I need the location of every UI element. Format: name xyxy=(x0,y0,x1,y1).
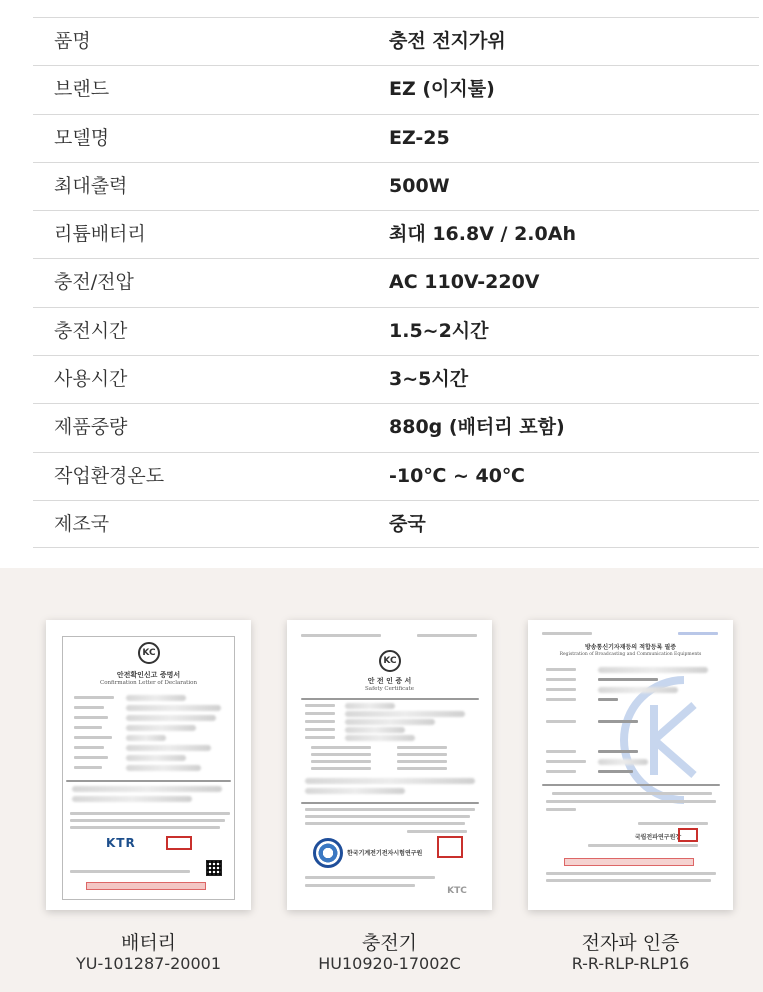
ktr-logo: KTR xyxy=(106,836,136,850)
certificate-document-image[interactable] xyxy=(528,620,733,910)
spec-value: -10℃ ~ 40℃ xyxy=(389,464,525,487)
official-stamp xyxy=(678,828,698,842)
certificate-section xyxy=(0,568,763,992)
certificate-document-image[interactable] xyxy=(46,620,251,910)
spec-row xyxy=(33,403,759,451)
document-heading: 안전확인신고 증명서 xyxy=(116,671,181,679)
spec-label: 제조국 xyxy=(54,512,110,535)
certificate-code: YU-101287-20001 xyxy=(75,954,221,973)
certificate-card-emc xyxy=(528,620,733,973)
issuer-name: 국립전파연구원장 xyxy=(634,834,682,841)
certificate-code: R-R-RLP-RLP16 xyxy=(571,954,690,973)
spec-value: AC 110V-220V xyxy=(389,271,540,294)
certificate-card-charger xyxy=(287,620,492,973)
certificate-title: 전자파 인증 xyxy=(581,932,680,954)
certificate-document-image[interactable] xyxy=(287,620,492,910)
spec-label: 충전/전압 xyxy=(54,271,134,294)
spec-row xyxy=(33,114,759,162)
spec-row xyxy=(33,162,759,210)
ktc-seal-icon xyxy=(313,838,343,868)
spec-label: 제품중량 xyxy=(54,416,128,439)
spec-value: 최대 16.8V / 2.0Ah xyxy=(389,223,576,246)
document-subheading: Safety Certificate xyxy=(365,686,414,692)
ktc-logo-text: 한국기계전기전자시험연구원 xyxy=(347,850,423,857)
spec-row xyxy=(33,355,759,403)
certificate-title: 충전기 xyxy=(361,932,418,954)
document-subheading: Registration of Broadcasting and Communication Equipments xyxy=(559,652,702,657)
spec-label: 작업환경온도 xyxy=(54,464,165,487)
spec-value: 3~5시간 xyxy=(389,368,469,391)
spec-row xyxy=(33,65,759,113)
spec-row xyxy=(33,210,759,258)
spec-table xyxy=(33,17,759,548)
spec-value: 1.5~2시간 xyxy=(389,319,489,342)
certificate-code: HU10920-17002C xyxy=(318,954,461,973)
document-subheading: Confirmation Letter of Declaration xyxy=(100,680,197,686)
document-heading: 안 전 인 증 서 xyxy=(367,677,412,685)
spec-row xyxy=(33,452,759,500)
spec-label: 모델명 xyxy=(54,126,110,149)
spec-value: 중국 xyxy=(389,512,426,535)
spec-value: 500W xyxy=(389,174,450,197)
spec-row xyxy=(33,258,759,306)
spec-label: 사용시간 xyxy=(54,368,128,391)
spec-row xyxy=(33,17,759,65)
spec-label: 품명 xyxy=(54,30,91,52)
kc-mark-icon: KC xyxy=(138,642,160,664)
ktc-watermark: KTC xyxy=(447,886,467,896)
certificate-card-battery xyxy=(46,620,251,973)
spec-row xyxy=(33,500,759,548)
spec-label: 브랜드 xyxy=(54,78,110,101)
certificate-title: 배터리 xyxy=(120,932,177,954)
spec-value: EZ-25 xyxy=(389,126,450,149)
spec-value: EZ (이지툴) xyxy=(389,78,495,101)
spec-label: 최대출력 xyxy=(54,174,128,197)
document-heading: 방송통신기자재등의 적합등록 필증 xyxy=(584,644,677,651)
official-stamp xyxy=(166,836,192,850)
spec-value: 충전 전지가위 xyxy=(389,30,506,52)
kc-mark-icon: KC xyxy=(379,650,401,672)
spec-row xyxy=(33,307,759,355)
qr-code-icon xyxy=(206,860,222,876)
spec-value: 880g (배터리 포함) xyxy=(389,416,565,439)
spec-label: 충전시간 xyxy=(54,319,128,342)
official-stamp xyxy=(437,836,463,858)
spec-label: 리튬배터리 xyxy=(54,223,146,246)
